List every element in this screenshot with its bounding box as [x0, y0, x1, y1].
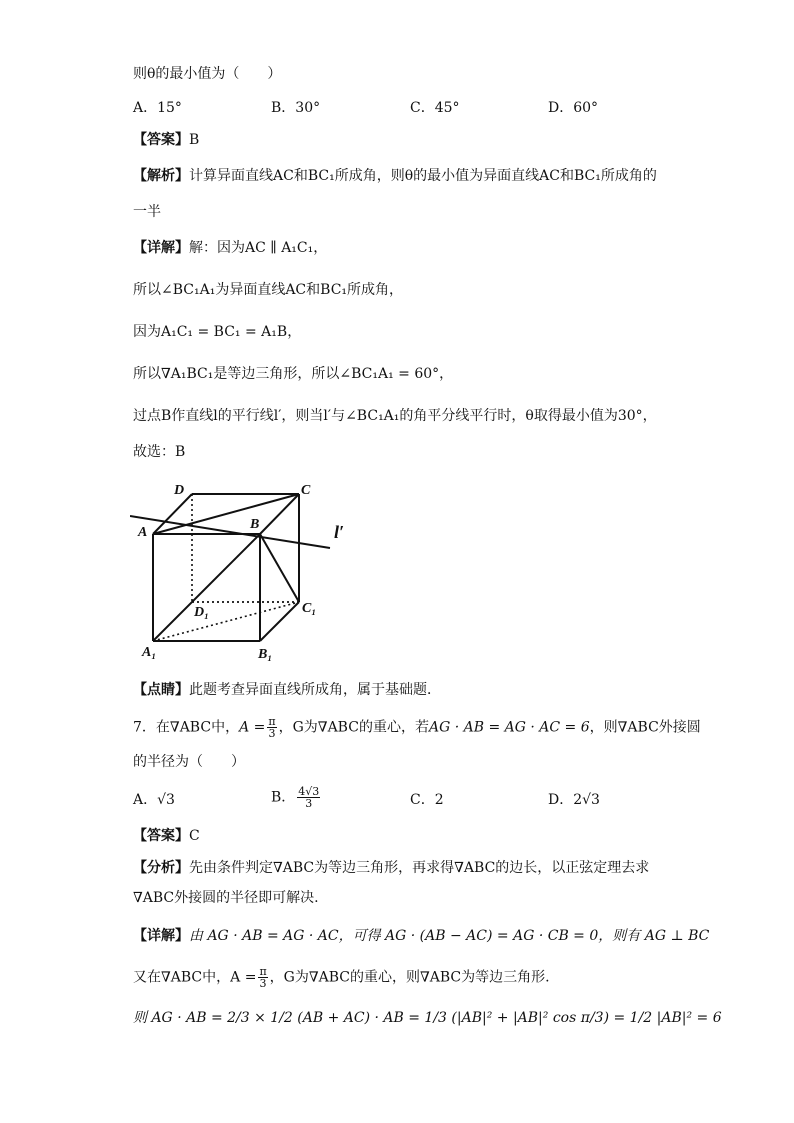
hidden-diagonal-a1c1: [153, 602, 299, 641]
frac-den: 3: [259, 977, 267, 990]
q7-detail-line3: 则 AG · AB = 2/3 × 1/2 (AB + AC) · AB = 1/3 (|AB|² + |AB|² cos π/3) = 1/2 |AB|² = 6: [133, 1010, 722, 1026]
q7-pi-over-3: [267, 716, 276, 739]
q6-comment-line: [133, 680, 441, 700]
label-l-prime: l′: [334, 522, 345, 542]
detail-part1: 又在∇ABC中，A =: [133, 969, 257, 986]
detail-pi-over-3: [258, 966, 267, 989]
q6-stem-tail: 则θ的最小值为（ ）: [133, 66, 282, 82]
detail-tag: 【详解】: [133, 240, 189, 256]
label-b1: B₁: [258, 647, 273, 662]
label-b: B: [250, 517, 260, 532]
frac-num: π: [268, 715, 276, 728]
diagonal-ac: [153, 494, 299, 534]
q6-option-c: C．45°: [410, 100, 460, 116]
frac-den: 3: [268, 727, 276, 740]
comment-tag: 【点睛】: [133, 682, 189, 698]
label-a1: A₁: [142, 645, 157, 660]
label-c: C: [301, 483, 311, 498]
q7-option-d: D．2√3: [548, 792, 600, 808]
q6-detail-line5: 过点B作直线l的平行线l′，则当l′与∠BC₁A₁的角平分线平行时，θ取得最小值为30°，: [133, 408, 657, 424]
q7-stem-part1: 在∇ABC中，: [155, 719, 240, 736]
label-d: D: [174, 483, 185, 498]
q6-option-b: B．30°: [271, 100, 321, 116]
q7-detail-line2: [133, 966, 550, 989]
q7-analysis-line2: ∇ABC外接圆的半径即可解决.: [133, 890, 319, 906]
answer-tag: 【答案】: [133, 132, 189, 148]
q7-stem-part3: ，则∇ABC外接圆: [589, 719, 701, 736]
detail-text: 解：因为AC ∥ A₁C₁，: [189, 240, 328, 256]
q7-option-b: [271, 786, 322, 809]
q7-stem-part2: ，G为∇ABC的重心，若: [278, 719, 429, 736]
segment-bc1: [260, 534, 299, 602]
q7-analysis-line1: [133, 858, 649, 878]
q7-number: 7．: [133, 719, 156, 736]
detail-part2: ，G为∇ABC的重心，则∇ABC为等边三角形.: [269, 969, 550, 986]
q7-angle-a: A =: [239, 719, 266, 736]
q6-option-a: A．15°: [133, 100, 182, 116]
answer-value: C: [189, 828, 200, 844]
q7-option-c: C．2: [410, 792, 444, 808]
q6-analysis-line2: 一半: [133, 204, 161, 220]
q6-option-d: D．60°: [548, 100, 599, 116]
answer-tag: 【答案】: [133, 828, 189, 844]
cube-figure: [130, 478, 370, 668]
q6-detail-line4: 所以∇A₁BC₁是等边三角形，所以∠BC₁A₁ = 60°，: [133, 366, 454, 382]
analysis-tag: 【解析】: [133, 168, 189, 184]
option-b-prefix: B．: [271, 789, 296, 806]
q7-answer-line: [133, 826, 200, 846]
q7-dot-condition: AG · AB = AG · AC = 6: [428, 719, 590, 736]
detail-text: 由 AG · AB = AG · AC，可得 AG · (AB − AC) = AG · CB = 0，则有 AG ⊥ BC: [189, 928, 710, 944]
analysis-text: 计算异面直线AC和BC₁所成角，则θ的最小值为异面直线AC和BC₁所成角的: [189, 168, 657, 184]
analysis-tag: 【分析】: [133, 860, 189, 876]
q6-conclusion: 故选：B: [133, 444, 186, 460]
answer-value: B: [189, 132, 200, 148]
q7-option-a: A．√3: [133, 792, 175, 808]
frac-den: 3: [305, 797, 313, 810]
q6-detail-line1: [133, 238, 327, 258]
q7-detail-line1: [133, 926, 709, 946]
q7-stem-line2: 的半径为（ ）: [133, 754, 245, 770]
q7-stem-line1: [133, 716, 701, 739]
frac-num: 4√3: [298, 785, 320, 798]
q6-analysis-line1: [133, 166, 657, 186]
q6-answer-line: [133, 130, 199, 150]
frac-num: π: [259, 965, 267, 978]
comment-text: 此题考查异面直线所成角，属于基础题．: [189, 682, 441, 698]
label-a: A: [138, 525, 148, 540]
detail-tag: 【详解】: [133, 928, 189, 944]
analysis-text: 先由条件判定∇ABC为等边三角形，再求得∇ABC的边长，以正弦定理去求: [189, 860, 650, 876]
label-d1: D₁: [194, 605, 209, 620]
option-b-fraction: [297, 786, 320, 809]
q6-detail-line3: 因为A₁C₁ = BC₁ = A₁B，: [133, 324, 302, 340]
q6-detail-line2: 所以∠BC₁A₁为异面直线AC和BC₁所成角，: [133, 282, 404, 298]
label-c1: C₁: [302, 601, 317, 616]
